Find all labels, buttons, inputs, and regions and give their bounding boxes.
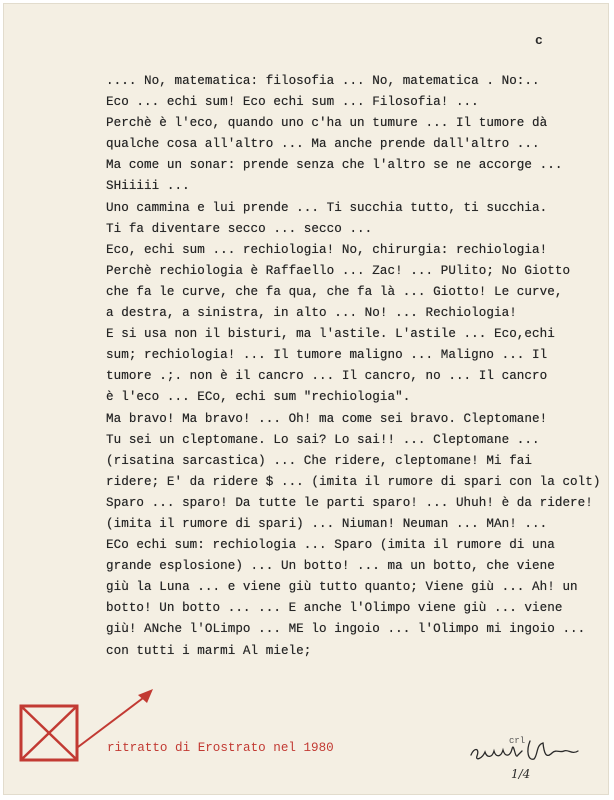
text-line: Perchè è l'eco, quando uno c'ha un tumure ... Il tumore dà [106,116,548,131]
text-line: SHiiiii ... [106,179,190,194]
text-line: Ma bravo! Ma bravo! ... Oh! ma come sei bravo. Cleptomane! [106,411,548,426]
text-line: Perchè rechiologia è Raffaello ... Zac! ... PUlito; No Giotto [106,263,571,278]
text-line: (risatina sarcastica) ... Che ridere, cleptomane! Mi fai [106,453,533,468]
text-line: sum; rechiologia! ... Il tumore maligno ... Maligno ... Il [106,348,548,363]
text-line: qualche cosa all'altro ... Ma anche prende dall'altro ... [106,137,540,152]
signature-mark: crl [509,736,526,746]
text-line: tumore .;. non è il cancro ... Il cancro, no ... Il cancro [106,369,548,384]
text-line: E si usa non il bisturi, ma l'astile. L'astile ... Eco,echi [106,327,555,342]
typed-text-block [106,71,601,662]
text-line: Eco, echi sum ... rechiologia! No, chirurgia: rechiologia! [106,242,548,257]
text-line: Sparo ... sparo! Da tutte le parti sparo! ... Uhuh! è da ridere! [106,495,593,510]
folio-number: 1/4 [511,767,531,781]
text-line: con tutti i marmi Al miele; [106,643,312,658]
text-line: grande esplosione) ... Un botto! ... ma un botto, che viene [106,559,555,574]
text-line: giù la Luna ... e viene giù tutto quanto; Viene giù ... Ah! un [106,580,578,595]
text-line: Ma come un sonar: prende senza che l'altro se ne accorge ... [106,158,563,173]
text-line: (imita il rumore di spari) ... Niuman! Neuman ... MAn! ... [106,516,548,531]
text-line: Uno cammina e lui prende ... Ti succhia tutto, ti succhia. [106,200,548,215]
text-line: Eco ... echi sum! Eco echi sum ... Filosofia! ... [106,95,479,110]
text-line: Tu sei un cleptomane. Lo sai? Lo sai!! ... Cleptomane ... [106,432,540,447]
text-line: ECo echi sum: rechiologia ... Sparo (imita il rumore di una [106,538,555,553]
text-line: botto! Un botto ... ... E anche l'Olimpo viene giù ... viene [106,601,563,616]
text-line: giù! ANche l'OLimpo ... ME lo ingoio ... l'Olimpo mi ingoio ... [106,622,586,637]
text-line: è l'eco ... ECo, echi sum "rechiologia". [106,390,411,405]
red-crossed-box-stamp [18,703,80,763]
typewritten-page [3,3,609,795]
red-caption: ritratto di Erostrato nel 1980 [107,741,334,755]
text-line: ridere; E' da ridere $ ... (imita il rumore di spari con la colt) [106,474,601,489]
text-line: Ti fa diventare secco ... secco ... [106,221,373,236]
page-number: c [535,33,543,48]
text-line: .... No, matematica: filosofia ... No, matematica . No:.. [106,74,540,88]
text-line: a destra, a sinistra, in alto ... No! ... Rechiologia! [106,306,517,321]
text-line: che fa le curve, che fa qua, che fa là ... Giotto! Le curve, [106,284,563,299]
